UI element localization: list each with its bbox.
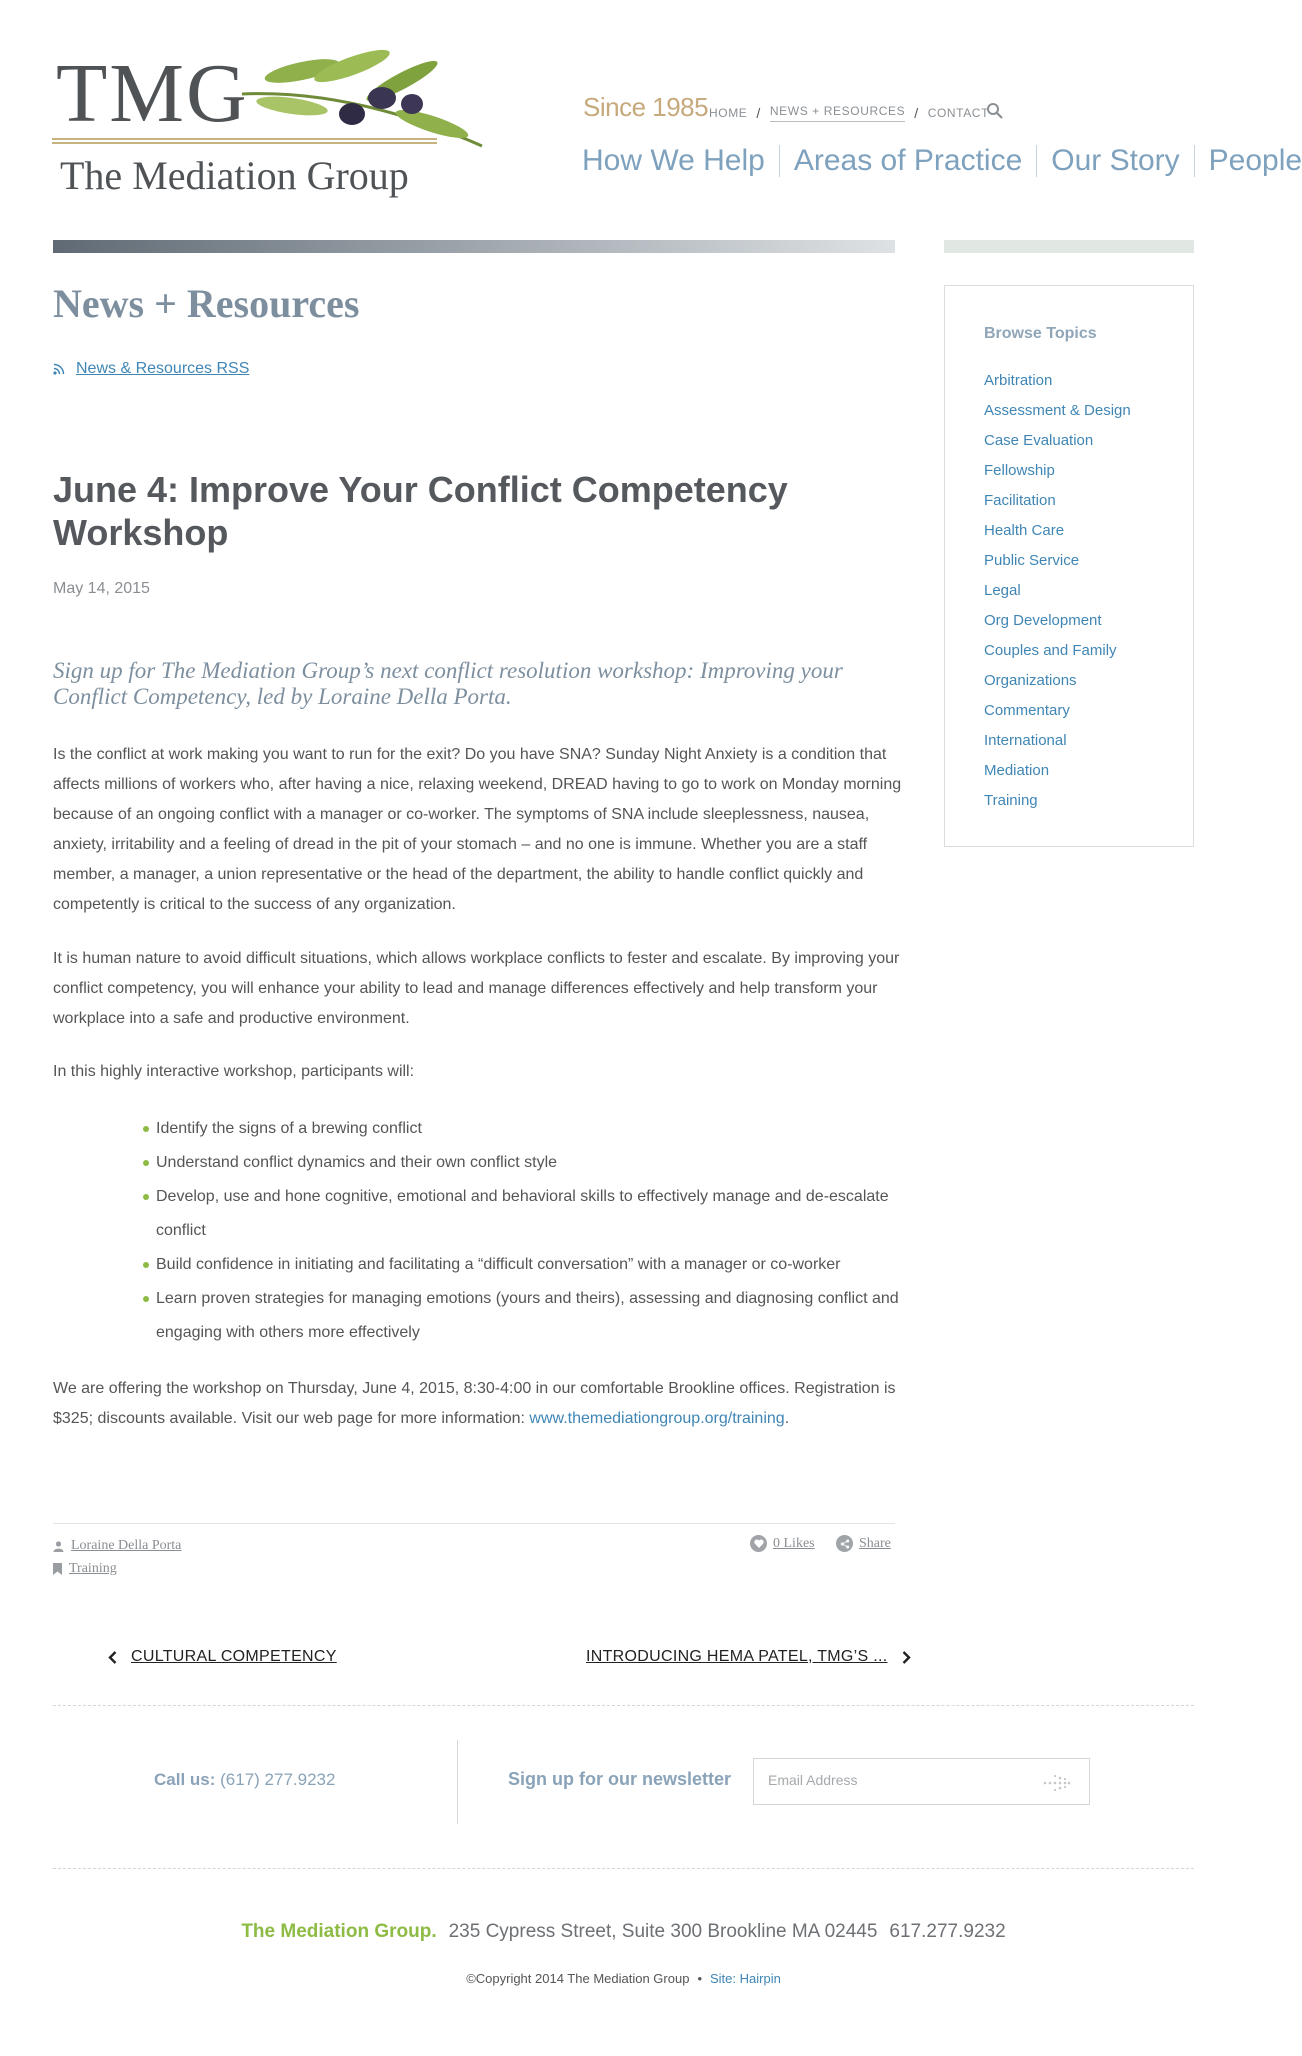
sidebar-title: Browse Topics [984,325,1097,342]
likes-count: 0 Likes [773,1535,815,1551]
footer-address: 235 Cypress Street, Suite 300 Brookline MA 02445 [448,1921,878,1942]
nav-divider [1194,145,1195,177]
main-nav-how-we-help[interactable]: How We Help [582,144,765,177]
site-logo[interactable] [52,46,442,206]
copyright-text: ©Copyright 2014 The Mediation Group [466,1971,690,1986]
meta-divider [53,1523,895,1524]
next-post-title: INTRODUCING HEMA PATEL, TMG’S ... [586,1648,888,1665]
share-button[interactable] [836,1535,891,1552]
post-title: June 4: Improve Your Conflict Competency Workshop [53,469,788,553]
next-post-link[interactable] [586,1648,911,1666]
previous-post-title: CULTURAL COMPETENCY [131,1648,337,1665]
footer-phone[interactable]: 617.277.9232 [889,1921,1006,1942]
logo-rule [52,138,437,144]
call-label: Call us: [154,1770,216,1789]
copyright-line [0,1971,1247,1986]
topic-link-fellowship[interactable]: Fellowship [984,462,1055,479]
content-gradient-bar [53,240,895,253]
rss-link[interactable] [53,360,249,378]
section-divider [53,1868,1194,1869]
bookmark-icon [53,1563,62,1575]
util-nav-news-resources[interactable]: NEWS + RESOURCES [770,104,905,122]
newsletter-form [753,1758,1090,1805]
footer-brand: The Mediation Group. [241,1921,437,1942]
topic-list [984,366,1131,816]
share-label: Share [859,1535,891,1551]
site-credit-link[interactable]: Site: Hairpin [710,1971,781,1986]
nav-divider [779,145,780,177]
page-title: News + Resources [53,281,360,326]
call-number[interactable]: (617) 277.9232 [220,1770,336,1789]
newsletter-label: Sign up for our newsletter [508,1769,732,1789]
post-paragraph: In this highly interactive workshop, participants will: [53,1063,415,1080]
topic-link-legal[interactable]: Legal [984,582,1021,599]
previous-post-link[interactable] [108,1648,337,1666]
main-nav-people[interactable]: People [1208,144,1302,177]
list-item: Develop, use and hone cognitive, emotional and behavioral skills to effectively manage and de-escalate conflict [140,1180,900,1248]
logo-letters: TMG [56,47,249,140]
post-paragraph [53,1374,903,1434]
author-name: Loraine Della Porta [71,1538,182,1553]
submit-arrow-icon[interactable] [1041,1772,1073,1794]
topic-link-public-service[interactable]: Public Service [984,552,1080,569]
nav-separator: / [756,105,761,121]
main-nav-areas-of-practice[interactable]: Areas of Practice [793,144,1023,177]
chevron-left-icon [108,1651,117,1664]
footer-vertical-divider [457,1740,458,1824]
footer-address-line [0,1921,1247,1943]
list-item: Build confidence in initiating and facilitating a “difficult conversation” with a manager or co-worker [140,1248,900,1282]
like-button[interactable] [750,1535,815,1552]
list-item: Identify the signs of a brewing conflict [140,1112,900,1146]
email-field[interactable] [768,1772,1028,1788]
topic-link-facilitation[interactable]: Facilitation [984,492,1056,509]
main-nav [582,144,1302,178]
list-item: Understand conflict dynamics and their own conflict style [140,1146,900,1180]
topic-link-mediation[interactable]: Mediation [984,762,1050,779]
topic-link-international[interactable]: International [984,732,1067,749]
logo-name: The Mediation Group [60,153,409,198]
category-name: Training [69,1561,117,1576]
topic-link-training[interactable]: Training [984,792,1038,809]
nav-separator: / [914,105,919,121]
sidebar-accent-bar [944,240,1194,253]
registration-text: We are offering the workshop on Thursday, June 4, 2015, 8:30-4:00 in our comfortable Brookline offices. Registration is $325; discounts available. Visit our web page for more information: [53,1380,896,1427]
workshop-outcomes-list [140,1112,900,1350]
since-tagline: Since 1985 [583,92,709,122]
topic-link-health-care[interactable]: Health Care [984,522,1065,539]
topic-link-org-development[interactable]: Org Development [984,612,1102,629]
topic-link-arbitration[interactable]: Arbitration [984,372,1053,389]
post-paragraph: Is the conflict at work making you want to run for the exit? Do you have SNA? Sunday Night Anxiety is a condition that affects millions of workers who, after having a nice, relaxing weekend, DREAD having to go to work on Monday morning because of an ongoing conflict with a manager or co-worker. The symptoms of SNA include sleeplessness, nausea, anxiety, irritability and a feeling of dread in the pit of your stomach – and no one is immune. Whether you are a staff member, a manager, a union representative or the head of the department, the ability to handle conflict quickly and competently is critical to the success of any organization. [53,746,902,913]
nav-divider [1036,145,1037,177]
user-icon [53,1541,64,1552]
bullet-separator: • [697,1971,702,1986]
topic-link-couples-family[interactable]: Couples and Family [984,642,1117,659]
main-nav-our-story[interactable]: Our Story [1051,144,1180,177]
call-us [154,1770,335,1790]
search-icon[interactable] [986,102,1004,120]
training-link[interactable]: www.themediationgroup.org/training [529,1410,785,1427]
share-icon [836,1535,853,1552]
heart-icon [750,1535,767,1552]
utility-nav [709,104,989,122]
topic-link-organizations[interactable]: Organizations [984,672,1077,689]
util-nav-contact[interactable]: CONTACT [927,106,990,120]
registration-text-end: . [784,1410,790,1427]
rss-icon [53,363,65,375]
list-item: Learn proven strategies for managing emotions (yours and theirs), assessing and diagnosing conflict and engaging with others more effectively [140,1282,900,1350]
post-author[interactable] [53,1538,181,1554]
chevron-right-icon [902,1651,911,1664]
util-nav-home[interactable]: HOME [709,106,748,120]
browse-topics-sidebar [944,285,1194,847]
post-category[interactable] [53,1561,117,1577]
topic-link-assessment-design[interactable]: Assessment & Design [984,402,1131,419]
topic-link-case-evaluation[interactable]: Case Evaluation [984,432,1094,449]
post-lead: Sign up for The Mediation Group’s next conflict resolution workshop: Improving your Conflict Competency, led by Loraine Della Porta. [53,658,843,709]
post-date: May 14, 2015 [53,580,150,597]
post-paragraph: It is human nature to avoid difficult situations, which allows workplace conflicts to fester and escalate. By improving your conflict competency, you will enhance your ability to lead and manage differences effectively and help transform your workplace into a safe and productive environment. [53,950,900,1027]
section-divider [53,1705,1194,1706]
topic-link-commentary[interactable]: Commentary [984,702,1070,719]
rss-label: News & Resources RSS [76,360,250,377]
